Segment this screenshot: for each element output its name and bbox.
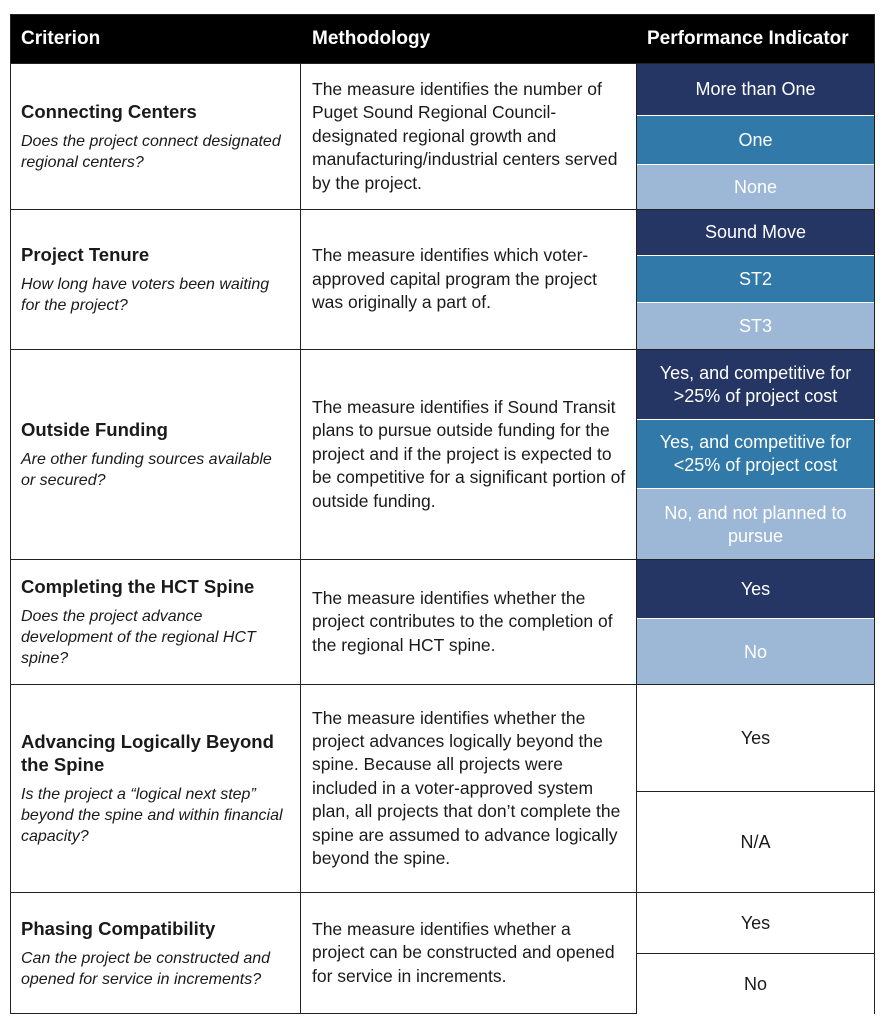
methodology-cell <box>301 210 637 349</box>
indicator-cell <box>637 560 874 684</box>
criteria-table <box>10 14 875 1014</box>
table-row <box>11 349 874 559</box>
table-row <box>11 892 874 1013</box>
indicator-level: Sound Move <box>637 210 874 256</box>
indicator-level: ST2 <box>637 256 874 303</box>
methodology-text: The measure identifies if Sound Transit plans to pursue outside funding for the project and if the project is expected to be competitive for a significant portion of outside funding. <box>312 396 626 511</box>
indicator-level: No <box>637 954 874 1014</box>
table-header <box>11 15 874 63</box>
methodology-cell <box>301 350 637 559</box>
methodology-text: The measure identifies whether the project contributes to the completion of the regional HCT spine. <box>312 587 613 655</box>
indicator-cell <box>637 893 874 1013</box>
indicator-level: None <box>637 165 874 210</box>
criterion-cell <box>11 210 301 349</box>
indicator-cell <box>637 64 874 209</box>
indicator-cell <box>637 685 874 892</box>
indicator-level: No <box>637 619 874 685</box>
criterion-cell <box>11 560 301 684</box>
methodology-cell <box>301 560 637 684</box>
table-row <box>11 684 874 892</box>
criterion-cell <box>11 685 301 892</box>
table-row <box>11 209 874 349</box>
methodology-cell <box>301 893 637 1013</box>
header-methodology: Methodology <box>312 28 431 49</box>
indicator-level: One <box>637 116 874 165</box>
criterion-question: How long have voters been waiting for the project? <box>21 276 270 314</box>
table-row <box>11 63 874 209</box>
indicator-level: Yes <box>637 560 874 619</box>
criterion-question: Are other funding sources available or secured? <box>21 451 272 489</box>
criterion-title: Connecting Centers <box>21 101 197 122</box>
indicator-level: Yes <box>637 893 874 954</box>
indicator-level: More than One <box>637 64 874 116</box>
criterion-question: Does the project advance development of the regional HCT spine? <box>21 608 256 667</box>
criterion-title: Phasing Compatibility <box>21 917 216 939</box>
methodology-text: The measure identifies whether the project advances logically beyond the spine. Because all projects were included in a voter-approved system plan, all projects that don’t complete the spine are assumed to advance logically beyond the spine. <box>312 707 621 869</box>
table-row <box>11 559 874 684</box>
criterion-question: Is the project a “logical next step” beyond the spine and within financial capacity? <box>21 786 283 845</box>
indicator-cell <box>637 210 874 349</box>
header-performance-indicator: Performance Indicator <box>647 28 849 49</box>
criterion-title: Completing the HCT Spine <box>21 576 255 597</box>
indicator-level: Yes, and competitive for >25% of project cost <box>637 350 874 420</box>
methodology-text: The measure identifies the number of Puget Sound Regional Council-designated regional growth and manufacturing/industrial centers served by the project. <box>312 78 618 193</box>
methodology-cell <box>301 64 637 209</box>
criterion-question: Does the project connect designated regional centers? <box>21 133 281 171</box>
criterion-title: Outside Funding <box>21 419 168 440</box>
criterion-title: Project Tenure <box>21 244 150 265</box>
indicator-level: No, and not planned to pursue <box>637 489 874 560</box>
methodology-cell <box>301 685 637 892</box>
criterion-question: Can the project be constructed and opened for service in increments? <box>21 949 271 988</box>
indicator-level: Yes <box>637 685 874 792</box>
criterion-title: Advancing Logically Beyond the Spine <box>21 731 274 775</box>
indicator-level: ST3 <box>637 303 874 350</box>
criterion-cell <box>11 350 301 559</box>
criterion-cell <box>11 64 301 209</box>
indicator-level: N/A <box>637 792 874 893</box>
header-criterion: Criterion <box>21 28 101 49</box>
methodology-text: The measure identifies which voter-approved capital program the project was originally a part of. <box>312 245 598 313</box>
methodology-text: The measure identifies whether a project can be constructed and opened for service in increments. <box>312 918 615 986</box>
indicator-level: Yes, and competitive for <25% of project cost <box>637 420 874 489</box>
indicator-cell <box>637 350 874 559</box>
criterion-cell <box>11 893 301 1013</box>
